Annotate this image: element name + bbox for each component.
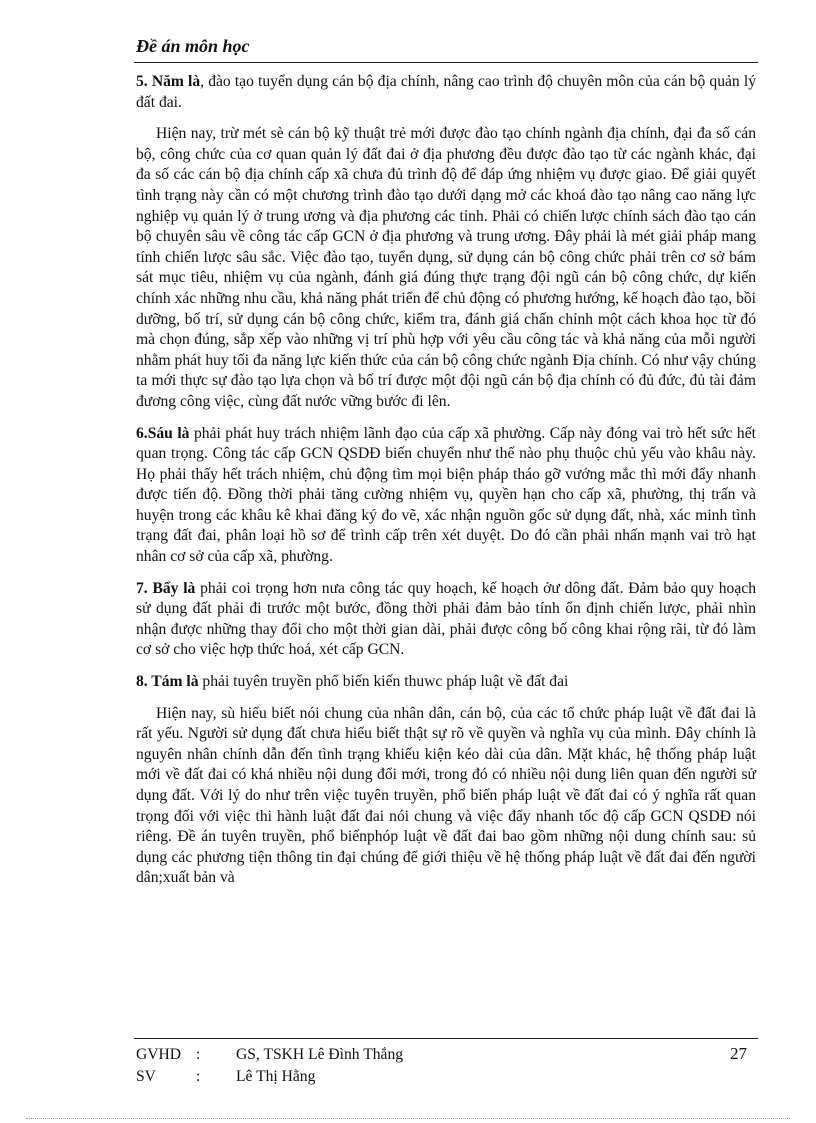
paragraph-8-detail xyxy=(136,704,756,889)
paragraph-lead: 7. Bẩy là xyxy=(136,579,196,597)
footer xyxy=(136,1044,403,1088)
paragraph-text: phải tuyên truyền phổ biến kiến thuwc pháp luật về đất đai xyxy=(198,673,569,691)
paragraph-text: phải phát huy trách nhiệm lãnh đạo của cấp xã phường. Cấp này đóng vai trò hết sức hết quan trọng. Công tác cấp GCN QSDĐ biến chuyển như thế nào phụ thuộc chủ yếu vào khâu này. Họ phải thấy hết trách nhiệm, chủ động tìm mọi biện pháp tháo gỡ vướng mắc thì mới đẩy nhanh được tiến độ. Đồng thời phải tăng cường nhiệm vụ, quyền hạn cho cấp xã, phường, thị trấn và huyện trong các khâu kê khai đăng ký đo vẽ, xác nhận nguồn gốc sử dụng đất, nhà, xác minh tình trạng đất đai, phân loại hồ sơ để trình cấp trên xét duyệt. Do đó cần phải nhấn mạnh vai trò hạt nhân cơ sở của cấp xã, phường. xyxy=(136,424,756,566)
paragraph-lead: 8. Tám là xyxy=(136,673,199,691)
student-label: SV xyxy=(136,1068,156,1085)
footer-supervisor-row xyxy=(136,1044,403,1066)
supervisor-name: GS, TSKH Lê Đình Thắng xyxy=(236,1046,404,1063)
student-separator: : xyxy=(196,1068,201,1085)
page-bottom-border xyxy=(26,1118,790,1119)
header-divider xyxy=(134,62,758,63)
student-name: Lê Thị Hằng xyxy=(236,1068,316,1085)
header-title: Đề án môn học xyxy=(136,36,250,56)
paragraph-8 xyxy=(136,672,756,693)
paragraph-text: phải coi trọng hơn nưa công tác quy hoạch, kế hoạch ởư dông đất. Đảm bảo quy hoạch sử dụng đất phải đi trước một bước, đồng thời phải đảm bảo tính ổn định chiến lược, phải nhìn nhận được những thay đổi cho một thời gian dài, phải được công bố công khai rộng rãi, từ đó làm cơ sở cho việc hợp thức hoá, xét cấp GCN. xyxy=(136,579,756,659)
paragraph-text: Hiện nay, trừ mét sè cán bộ kỹ thuật trẻ mới được đào tạo chính ngành địa chính, đại đa số cán bộ, công chức của cơ quan quản lý đất đai ở địa phương đều được đào tạo từ các ngành khác, đại đa số các cán bộ địa chính cấp xã chưa đủ trình độ để đáp ứng nhiệm vụ được giao. Để giải quyết tình trạng này cần có một chương trình đào tạo dưới dạng mở các khoá đào tạo nâng cao năng lực nghiệp vụ quản lý ở trung ương và địa phương các tỉnh. Phải có chiến lược chính sách đào tạo cán bộ chuyên sâu về công tác cấp GCN ở địa phương và trung ương. Đây phải là mét giải pháp mang tính chiến lược sâu sắc. Việc đào tạo, tuyển dụng, sử dụng cán bộ công chức phải trên cơ sở bám sát mục tiêu, nhiệm vụ của ngành, đánh giá đúng thực trạng đội ngũ cán bộ công chức, dự kiến chính xác những nhu cầu, khả năng phát triển để chủ động có phương hướng, kế hoạch đào tạo, bồi dưỡng, bố trí, sử dụng cán bộ công chức, kiểm tra, đánh giá chấn chỉnh một cách khoa học từ đó mà chọn đúng, sắp xếp vào những vị trí phù hợp với yêu cầu công tác và khả năng của mỗi người nhằm phát huy tối đa năng lực kiến thức của cán bộ công chức ngành Địa chính. Có như vậy chúng ta mới thực sự đào tạo lựa chọn và bố trí được một đội ngũ cán bộ địa chính có đủ đức, đủ tài đảm đương công việc, cùng đất nước vững bước đi lên. xyxy=(136,125,756,410)
paragraph-6 xyxy=(136,424,756,568)
page-number: 27 xyxy=(730,1044,747,1063)
paragraph-lead: 6.Sáu là xyxy=(136,424,190,442)
footer-divider xyxy=(134,1038,758,1039)
paragraph-7 xyxy=(136,579,756,661)
paragraph-lead: 5. Năm là xyxy=(136,73,201,90)
paragraph-5 xyxy=(136,72,756,113)
footer-student-row xyxy=(136,1066,403,1088)
supervisor-separator: : xyxy=(196,1046,201,1063)
paragraph-text: Hiện nay, sù hiểu biết nói chung của nhân dân, cán bộ, của các tổ chức pháp luật về đất đai là rất yếu. Người sử dụng đất chưa hiểu biết thật sự rõ về quyền và nghĩa vụ của mình. Đây chính là nguyên nhân chính dẫn đến tình trạng khiếu kiện kéo dài của dân. Mặt khác, hệ thống pháp luật mới về đất đai có khá nhiều nội dung đổi mới, trong đó có nhiều nội dung liên quan đến người sử dụng đất. Với lý do như trên việc tuyên truyền, phổ biến pháp luật về đất đai có ý nghĩa rất quan trọng đối với việc thi hành luật đất đai nói chung và việc đẩy nhanh tốc độ cấp GCN QSDĐ nói riêng. Đề án tuyên truyền, phổ biếnphóp luật về đất đai bao gồm những nội dung chính sau: sủ dụng các phương tiện thông tin đại chúng để giới thiệu về hệ thống pháp luật về đất đai đến người dân;xuất bản và xyxy=(136,704,756,887)
body-content xyxy=(136,72,756,900)
paragraph-5-detail xyxy=(136,124,756,412)
paragraph-text: , đào tạo tuyển dụng cán bộ địa chính, nâng cao trình độ chuyên môn của cán bộ quản lý đất đai. xyxy=(136,73,756,111)
supervisor-label: GVHD xyxy=(136,1046,182,1063)
